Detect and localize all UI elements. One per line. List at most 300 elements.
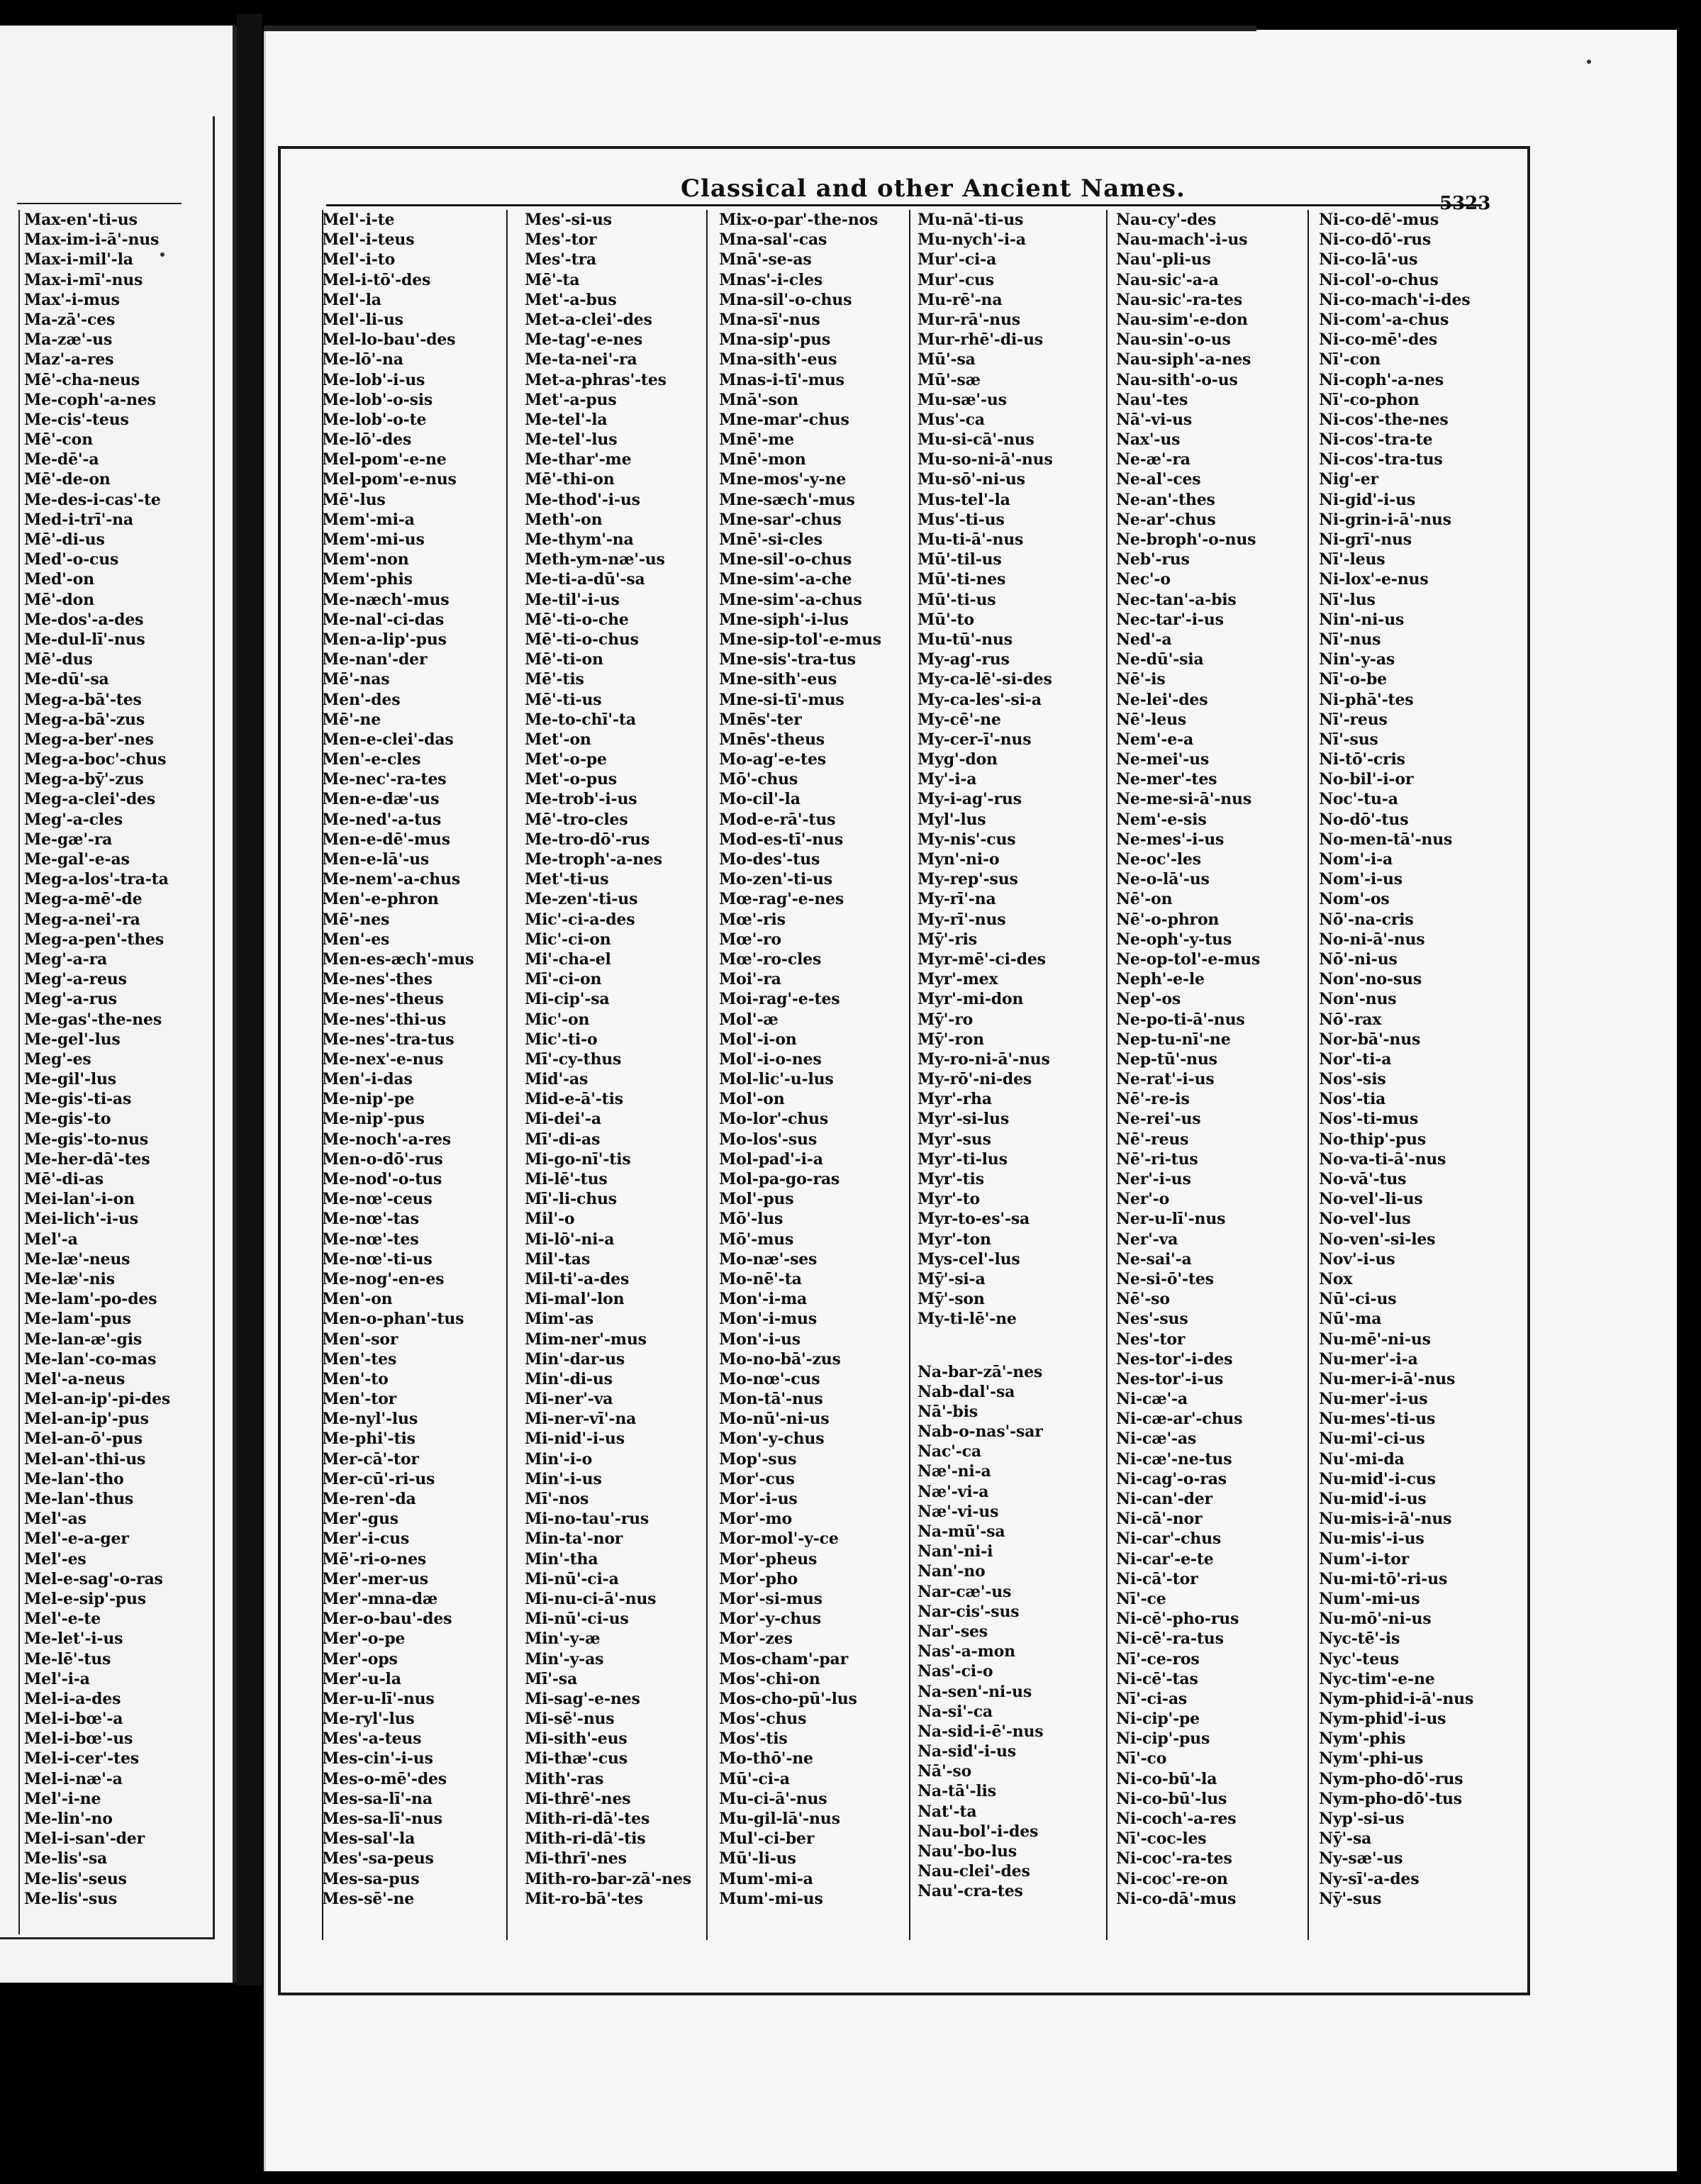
name-entry: Nī'-con — [1319, 350, 1381, 369]
name-entry: Mur'-cus — [918, 270, 994, 289]
name-entry: Mor'-mo — [719, 1510, 793, 1529]
name-entry: Nī'-ce — [1116, 1589, 1166, 1608]
name-entry: Mne-sis'-tra-tus — [719, 650, 856, 669]
name-entry: Mel'-e-te — [24, 1610, 101, 1629]
name-entry: Mē'-ti-o-che — [525, 610, 629, 629]
name-entry: Mī'-ci-on — [525, 970, 602, 989]
name-entry: Mel'-i-teus — [322, 230, 415, 250]
name-entry: Ne-oph'-y-tus — [1116, 930, 1232, 949]
name-column-6 — [1319, 210, 1510, 1909]
name-entry: Mū'-sæ — [918, 370, 981, 389]
name-entry: Ni-co-bū'-la — [1116, 1769, 1217, 1788]
page-speck — [1587, 60, 1591, 64]
name-entry: Mel'-i-ne — [24, 1789, 101, 1808]
page-title: Classical and other Ancient Names. — [681, 174, 1186, 203]
name-entry: Mur'-ci-a — [918, 250, 997, 269]
name-entry: Nau-mach'-i-us — [1116, 230, 1248, 250]
name-entry: Næ'-vi-a — [918, 1482, 989, 1501]
name-entry: Nē'-leus — [1116, 710, 1187, 729]
name-entry: Me-des-i-cas'-te — [24, 490, 161, 509]
name-entry: Me-coph'-a-nes — [24, 390, 156, 409]
name-entry: Nu-mē'-ni-us — [1319, 1330, 1431, 1349]
name-entry: Mu-rē'-na — [918, 290, 1003, 309]
name-entry: Mol'-æ — [719, 1010, 779, 1029]
name-entry: Nem'-e-sis — [1116, 810, 1207, 829]
name-entry: Mnā'-se-as — [719, 250, 812, 269]
name-entry: Mol'-on — [719, 1090, 785, 1109]
name-entry: Ni-cæ-ar'-chus — [1116, 1410, 1243, 1429]
name-entry: Nom'-i-a — [1319, 850, 1393, 869]
name-entry: Mel-i-bœ'-us — [24, 1729, 133, 1749]
name-column-2 — [525, 210, 716, 1909]
name-entry: Me-nes'-theus — [322, 990, 444, 1009]
name-entry: Moi'-ra — [719, 970, 781, 989]
name-entry: My-ro-ni-ā'-nus — [918, 1049, 1050, 1069]
name-entry: Ni-cos'-tra-te — [1319, 430, 1433, 450]
name-entry: My-ca-les'-si-a — [918, 690, 1042, 709]
name-entry: Nab-dal'-sa — [918, 1382, 1015, 1401]
name-entry: Nar'-ses — [918, 1622, 988, 1641]
name-entry: Mos'-tis — [719, 1729, 788, 1749]
name-entry: Nau-sim'-e-don — [1116, 310, 1248, 329]
name-entry: Mnē'-mon — [719, 450, 806, 469]
name-entry: Nī'-lus — [1319, 590, 1376, 609]
name-entry: Ni-lox'-e-nus — [1319, 570, 1429, 589]
name-entry: Met'-a-bus — [525, 290, 617, 309]
name-entry: Mel-an-ip'-pus — [24, 1410, 149, 1429]
name-entry: Mos-cho-pū'-lus — [719, 1689, 857, 1708]
name-entry: Ni-coph'-a-nes — [1319, 370, 1444, 389]
name-entry: Nom'-os — [1319, 890, 1390, 909]
name-entry: Mes-cin'-i-us — [322, 1749, 433, 1768]
name-entry: Nau'-pli-us — [1116, 250, 1211, 269]
name-entry: Men-es-æch'-mus — [322, 949, 474, 969]
name-entry: Noc'-tu-a — [1319, 790, 1398, 809]
name-entry: Me-nan'-der — [322, 650, 428, 669]
name-entry: Mū'-sa — [918, 350, 976, 369]
name-entry: No-ni-ā'-nus — [1319, 930, 1425, 949]
page-top-edge — [264, 26, 1256, 31]
name-entry: Mes'-sa-peus — [322, 1849, 434, 1868]
name-entry: Nor-bā'-nus — [1319, 1030, 1421, 1049]
name-entry: Mel-i-a-des — [24, 1689, 121, 1708]
name-entry: Mer'-o-pe — [322, 1629, 406, 1649]
name-entry: Me-dē'-a — [24, 450, 99, 469]
name-entry: Mī'-sa — [525, 1669, 578, 1688]
name-entry: Ni-car'-e-te — [1116, 1549, 1214, 1569]
name-entry: Mel'-i-te — [322, 211, 395, 229]
name-entry: Myr'-ti-lus — [918, 1149, 1008, 1169]
name-entry: Nau-sin'-o-us — [1116, 330, 1231, 350]
name-entry: My-ag'-rus — [918, 650, 1010, 669]
name-entry: Mo-cil'-la — [719, 790, 801, 809]
name-entry: Mȳ'-son — [918, 1290, 985, 1309]
name-entry: Mo-des'-tus — [719, 850, 820, 869]
name-entry: Me-ta-nei'-ra — [525, 350, 637, 369]
name-entry: Neb'-rus — [1116, 550, 1190, 569]
name-entry: Myr'-sus — [918, 1130, 991, 1149]
name-entry: Me-lis'-sus — [24, 1889, 118, 1908]
name-entry: Nep'-os — [1116, 990, 1181, 1009]
name-entry: Me-gis'-to-nus — [24, 1130, 149, 1149]
name-entry: Mi-mal'-lon — [525, 1290, 625, 1309]
name-entry: Mȳ'-ro — [918, 1010, 974, 1029]
name-entry: Mo-zen'-ti-us — [719, 870, 832, 889]
name-entry: Mic'-ti-o — [525, 1030, 598, 1049]
name-entry: Nī'-leus — [1319, 550, 1385, 569]
name-entry: Meth-ym-næ'-us — [525, 550, 665, 569]
name-entry: Nym'-phis — [1319, 1729, 1406, 1749]
name-entry: Nym-phid-i-ā'-nus — [1319, 1689, 1474, 1708]
name-entry: Ny-sæ'-us — [1319, 1849, 1403, 1868]
name-entry: Mne-mar'-chus — [719, 410, 849, 429]
name-entry: Ner-u-lī'-nus — [1116, 1210, 1226, 1229]
page-speck — [160, 252, 164, 257]
name-entry: Ni-co-dā'-mus — [1116, 1889, 1237, 1908]
name-entry: Mel-an-ip'-pi-des — [24, 1390, 171, 1409]
name-entry: Myr'-mi-don — [918, 990, 1024, 1009]
name-entry: Ni-co-bū'-lus — [1116, 1789, 1227, 1808]
name-entry: Mne-sim'-a-chus — [719, 590, 862, 609]
name-entry: Mith-ri-dā'-tes — [525, 1810, 650, 1828]
name-entry: Mna-sal'-cas — [719, 230, 827, 250]
name-entry: Me-lis'-seus — [24, 1869, 127, 1888]
name-entry: Ni-co-dē'-mus — [1319, 211, 1439, 229]
name-entry: Nax'-us — [1116, 430, 1181, 450]
name-entry: Me-gel'-lus — [24, 1030, 121, 1049]
name-entry: Mu-gil-lā'-nus — [719, 1810, 840, 1828]
name-entry: Me-nem'-a-chus — [322, 870, 460, 889]
name-entry: Nī'-ce-ros — [1116, 1649, 1200, 1668]
name-entry: Mī'-di-as — [525, 1130, 601, 1149]
name-entry: Na-sid'-i-us — [918, 1742, 1016, 1761]
name-entry: Nē'-so — [1116, 1290, 1170, 1309]
name-entry: Nu-mer'-i-a — [1319, 1349, 1418, 1369]
name-entry: Ne-mei'-us — [1116, 750, 1210, 769]
name-entry: Nab-o-nas'-sar — [918, 1422, 1043, 1442]
name-entry: Mel'-a-neus — [24, 1369, 126, 1388]
name-entry: Mel-e-sip'-pus — [24, 1589, 146, 1608]
name-entry: Me-nœ'-tas — [322, 1210, 419, 1229]
name-entry: Nat'-ta — [918, 1802, 977, 1821]
name-entry: Me-lan'-co-mas — [24, 1349, 157, 1369]
name-entry: Mi-ner-vī'-na — [525, 1410, 637, 1429]
name-entry: Meg-a-ber'-nes — [24, 730, 154, 749]
name-entry: Me-lō'-des — [322, 430, 412, 450]
name-entry: My-rep'-sus — [918, 870, 1018, 889]
name-entry: Me-læ'-neus — [24, 1249, 130, 1269]
name-entry: Meg'-a-cles — [24, 810, 123, 829]
name-entry: Nā'-vi-us — [1116, 410, 1193, 429]
name-entry: Mes'-tor — [525, 230, 597, 250]
name-entry: Mor'-zes — [719, 1629, 793, 1649]
name-entry: Nē'-re-is — [1116, 1090, 1190, 1109]
name-entry: Mū'-til-us — [918, 550, 1002, 569]
name-entry: Mœ'-ro — [719, 930, 781, 949]
page-number: 5323 — [1439, 193, 1491, 214]
name-entry: Men-a-lip'-pus — [322, 630, 447, 649]
name-entry: Mel'-i-to — [322, 250, 396, 269]
name-entry: Mel-lo-bau'-des — [322, 330, 456, 350]
name-entry: Mī'-nos — [525, 1490, 589, 1508]
name-entry: Ne-mer'-tes — [1116, 770, 1217, 789]
name-entry: Mes-sa-pus — [322, 1869, 420, 1888]
name-entry: Mol-pa-go-ras — [719, 1170, 840, 1188]
name-entry: Mil'-o — [525, 1210, 575, 1229]
name-entry: Ni-coc'-ra-tes — [1116, 1849, 1232, 1868]
name-entry: Mē'-ti-us — [525, 690, 602, 709]
name-entry: Men'-on — [322, 1290, 393, 1309]
name-entry: Nyp'-si-us — [1319, 1810, 1405, 1828]
name-entry: Mem'-mi-a — [322, 510, 415, 529]
name-entry: Mon-tā'-nus — [719, 1390, 823, 1409]
name-entry: Max'-i-mus — [24, 290, 120, 309]
name-entry: Mē'-tis — [525, 670, 584, 689]
name-entry: Me-thod'-i-us — [525, 490, 640, 509]
name-entry: Met'-on — [525, 730, 591, 749]
name-entry: Nar-cæ'-us — [918, 1582, 1012, 1601]
name-entry: Mol'-i-on — [719, 1030, 797, 1049]
name-entry: Mī'-cy-thus — [525, 1049, 622, 1069]
name-entry: Nau-cy'-des — [1116, 211, 1217, 229]
name-entry: Mī'-li-chus — [525, 1190, 617, 1209]
name-entry: Mic'-on — [525, 1010, 590, 1029]
name-entry: Mer'-ops — [322, 1649, 398, 1668]
name-entry: Ni-cag'-o-ras — [1116, 1469, 1227, 1488]
name-column-3 — [719, 210, 910, 1909]
name-entry: Me-nœ'-ti-us — [322, 1249, 433, 1269]
name-entry: Ne-æ'-ra — [1116, 450, 1190, 469]
name-entry: Na-bar-zā'-nes — [918, 1362, 1043, 1381]
name-entry: Mi-nid'-i-us — [525, 1430, 625, 1449]
name-entry: Mel'-li-us — [322, 310, 403, 329]
name-entry: Me-her-dā'-tes — [24, 1149, 150, 1169]
name-entry: Mi-thrē'-nes — [525, 1789, 631, 1808]
name-entry: Ne-o-lā'-us — [1116, 870, 1210, 889]
name-entry: Mel'-e-a-ger — [24, 1530, 129, 1549]
name-entry: No-men-tā'-nus — [1319, 830, 1453, 849]
name-entry: Me-lob'-i-us — [322, 370, 425, 389]
name-entry: Nyc'-teus — [1319, 1649, 1399, 1668]
name-entry: Mu-tū'-nus — [918, 630, 1013, 649]
name-entry: Men-e-dē'-mus — [322, 830, 450, 849]
name-entry: Ner'-i-us — [1116, 1170, 1191, 1188]
name-entry: Mna-sī'-nus — [719, 310, 820, 329]
name-entry: Nau'-tes — [1116, 390, 1188, 409]
name-entry: Me-ren'-da — [322, 1490, 416, 1508]
name-entry: Mim'-as — [525, 1310, 594, 1329]
name-entry: Na-mū'-sa — [918, 1522, 1005, 1541]
name-entry: Mer'-i-cus — [322, 1530, 410, 1549]
name-entry: Me-zen'-ti-us — [525, 890, 638, 909]
name-entry: Myr'-si-lus — [918, 1110, 1010, 1129]
name-entry: Mel-an'-thi-us — [24, 1449, 146, 1469]
name-entry: No-vel'-li-us — [1319, 1190, 1423, 1209]
column-rule — [1307, 210, 1309, 1940]
name-entry: Nā'-so — [918, 1762, 972, 1781]
name-entry: Mor'-si-mus — [719, 1589, 822, 1608]
name-entry: Mo-los'-sus — [719, 1130, 818, 1149]
name-entry: Ne-broph'-o-nus — [1116, 530, 1256, 549]
name-entry: Ni-cā'-tor — [1116, 1569, 1198, 1588]
name-entry: Neph'-e-le — [1116, 970, 1205, 989]
name-entry: Nu-mis-i-ā'-nus — [1319, 1510, 1452, 1529]
name-entry: Me-lis'-sa — [24, 1849, 108, 1868]
name-entry: Mū'-li-us — [719, 1849, 796, 1868]
name-entry: No-dō'-tus — [1319, 810, 1409, 829]
name-entry: Mon'-i-mus — [719, 1310, 818, 1329]
name-entry: Mē'-ri-o-nes — [322, 1549, 427, 1569]
name-entry: Mœ-rag'-e-nes — [719, 890, 844, 909]
name-entry: Mu-ti-ā'-nus — [918, 530, 1024, 549]
name-entry: Mē'-nes — [322, 910, 390, 929]
name-entry: Ni-coc'-re-on — [1116, 1869, 1228, 1888]
name-entry: Men-e-clei'-das — [322, 730, 454, 749]
name-column-4 — [918, 210, 1109, 1902]
name-entry: Met'-ti-us — [525, 870, 609, 889]
name-entry: Ni-gid'-i-us — [1319, 490, 1416, 509]
name-entry: Mō'-lus — [719, 1210, 783, 1229]
name-entry: Men-e-lā'-us — [322, 850, 430, 869]
name-entry: Mes-sal'-la — [322, 1829, 416, 1849]
name-entry: Mes'-si-us — [525, 211, 612, 229]
name-entry: Nec-tar'-i-us — [1116, 610, 1224, 629]
name-entry: Me-nyl'-lus — [322, 1410, 418, 1429]
name-entry: Mna-sip'-pus — [719, 330, 831, 350]
name-entry: Me-nal'-ci-das — [322, 610, 445, 629]
name-entry: Non'-no-sus — [1319, 970, 1422, 989]
name-entry: Mnēs'-theus — [719, 730, 825, 749]
name-entry: Nor'-ti-a — [1319, 1049, 1392, 1069]
name-entry: Nan'-ni-i — [918, 1542, 993, 1561]
name-entry: Ne-lei'-des — [1116, 690, 1208, 709]
name-entry: Mō'-chus — [719, 770, 798, 789]
name-entry: Mes-sē'-ne — [322, 1889, 415, 1908]
name-entry: Ne-op-tol'-e-mus — [1116, 949, 1261, 969]
name-entry: Mē'-con — [24, 430, 93, 450]
name-entry: Ni-co-mē'-des — [1319, 330, 1438, 350]
name-entry: Men-e-dæ'-us — [322, 790, 440, 809]
name-entry: Mei-lan'-i-on — [24, 1190, 135, 1209]
name-entry: Min'-i-o — [525, 1449, 593, 1469]
name-entry: Max-i-mī'-nus — [24, 270, 143, 289]
name-entry: Men'-i-das — [322, 1070, 413, 1089]
name-entry: Me-nip'-pe — [322, 1090, 415, 1109]
name-entry: Mu-sō'-ni-us — [918, 470, 1025, 489]
name-entry: Nō'-na-cris — [1319, 910, 1414, 929]
left-column-rule — [18, 210, 20, 1934]
name-entry: Meg-a-clei'-des — [24, 790, 155, 809]
name-entry: Me-tag'-e-nes — [525, 330, 643, 350]
name-entry: Ni-can'-der — [1116, 1490, 1212, 1508]
name-entry: Mes'-tra — [525, 250, 597, 269]
name-entry: Mē'-ti-on — [525, 650, 603, 669]
name-entry: Men'-e-cles — [322, 750, 421, 769]
name-entry: Nī'-co — [1116, 1749, 1167, 1768]
name-entry: Nes'-tor — [1116, 1330, 1186, 1349]
name-entry: Men'-es — [322, 930, 390, 949]
name-entry: Nu-mer'-i-us — [1319, 1390, 1428, 1409]
name-entry: Mem'-phis — [322, 570, 413, 589]
name-entry: My-ca-lē'-si-des — [918, 670, 1052, 689]
name-entry: Nau-siph'-a-nes — [1116, 350, 1251, 369]
name-entry: Ni-cē'-tas — [1116, 1669, 1198, 1688]
name-entry: Nem'-e-a — [1116, 730, 1194, 749]
name-entry: No-vel'-lus — [1319, 1210, 1411, 1229]
name-entry: Ner'-va — [1116, 1230, 1178, 1249]
name-entry: Min-ta'-nor — [525, 1530, 623, 1549]
name-entry: Ne-po-ti-ā'-nus — [1116, 1010, 1245, 1029]
name-entry: Nē'-is — [1116, 670, 1166, 689]
name-entry: Nep-tu-nī'-ne — [1116, 1030, 1231, 1049]
name-entry: Me-læ'-nis — [24, 1269, 115, 1288]
name-entry: Na-sid-i-ē'-nus — [918, 1722, 1044, 1741]
name-entry: Mo-næ'-ses — [719, 1249, 818, 1269]
name-entry: Mod-e-rā'-tus — [719, 810, 836, 829]
name-entry: Men'-tes — [322, 1349, 397, 1369]
name-entry: Mȳ'-si-a — [918, 1269, 986, 1288]
name-entry: No-thip'-pus — [1319, 1130, 1427, 1149]
name-entry: Mith'-ras — [525, 1769, 604, 1788]
name-entry: Mu-nā'-ti-us — [918, 211, 1024, 229]
name-entry: Nī'-co-phon — [1319, 390, 1420, 409]
name-entry: Ne-ar'-chus — [1116, 510, 1216, 529]
name-entry: Nū'-ci-us — [1319, 1290, 1397, 1309]
name-entry: Myg'-don — [918, 750, 998, 769]
name-entry: Mus-tel'-la — [918, 490, 1010, 509]
name-entry: Max-en'-ti-us — [24, 211, 138, 229]
name-entry: Nā'-bis — [918, 1402, 978, 1421]
name-entry: Mix-o-par'-the-nos — [719, 211, 879, 229]
name-entry: Mer-cū'-ri-us — [322, 1469, 435, 1488]
name-entry: Myr'-mex — [918, 970, 998, 989]
name-entry: Meg'-a-rus — [24, 990, 117, 1009]
name-entry: Me-tel'-la — [525, 410, 608, 429]
name-entry: Ni-cā'-nor — [1116, 1510, 1203, 1529]
name-entry: Met'-o-pe — [525, 750, 607, 769]
name-entry: Med'-o-cus — [24, 550, 119, 569]
name-entry: Mes-o-mē'-des — [322, 1769, 447, 1788]
name-entry: Mē'-ta — [525, 270, 580, 289]
name-entry: Na-si'-ca — [918, 1702, 993, 1721]
name-entry: Nau-sith'-o-us — [1116, 370, 1238, 389]
name-entry: Nom'-i-us — [1319, 870, 1402, 889]
name-entry: Med'-on — [24, 570, 94, 589]
name-entry: Ni-cos'-the-nes — [1319, 410, 1449, 429]
name-entry: Mel-an-ō'-pus — [24, 1430, 143, 1449]
name-entry: Mor'-i-us — [719, 1490, 798, 1508]
name-entry: Mol-lic'-u-lus — [719, 1070, 834, 1089]
name-entry: Mer-u-lī'-nus — [322, 1689, 435, 1708]
name-entry: Mu-sæ'-us — [918, 390, 1007, 409]
name-entry: Me-nec'-ra-tes — [322, 770, 447, 789]
name-entry: Min'-y-as — [525, 1649, 604, 1668]
name-entry: Mil-ti'-a-des — [525, 1269, 630, 1288]
name-entry: Nȳ'-sus — [1319, 1889, 1382, 1908]
name-entry: Nes-tor'-i-us — [1116, 1369, 1224, 1388]
name-entry: Ni-com'-a-chus — [1319, 310, 1449, 329]
name-entry: Nox — [1319, 1269, 1353, 1288]
name-entry: Mi-nū'-ci-us — [525, 1610, 629, 1629]
name-entry: Mel-i-cer'-tes — [24, 1749, 139, 1768]
name-entry: Mne-sil'-o-chus — [719, 550, 852, 569]
name-entry: Min'-dar-us — [525, 1349, 625, 1369]
name-entry: Mei-lich'-i-us — [24, 1210, 138, 1229]
name-entry: Mȳ'-ron — [918, 1030, 984, 1049]
name-entry: Meg-a-mē'-de — [24, 890, 143, 909]
name-entry: Mel'-as — [24, 1510, 87, 1529]
name-entry: Mi-no-tau'-rus — [525, 1510, 649, 1529]
